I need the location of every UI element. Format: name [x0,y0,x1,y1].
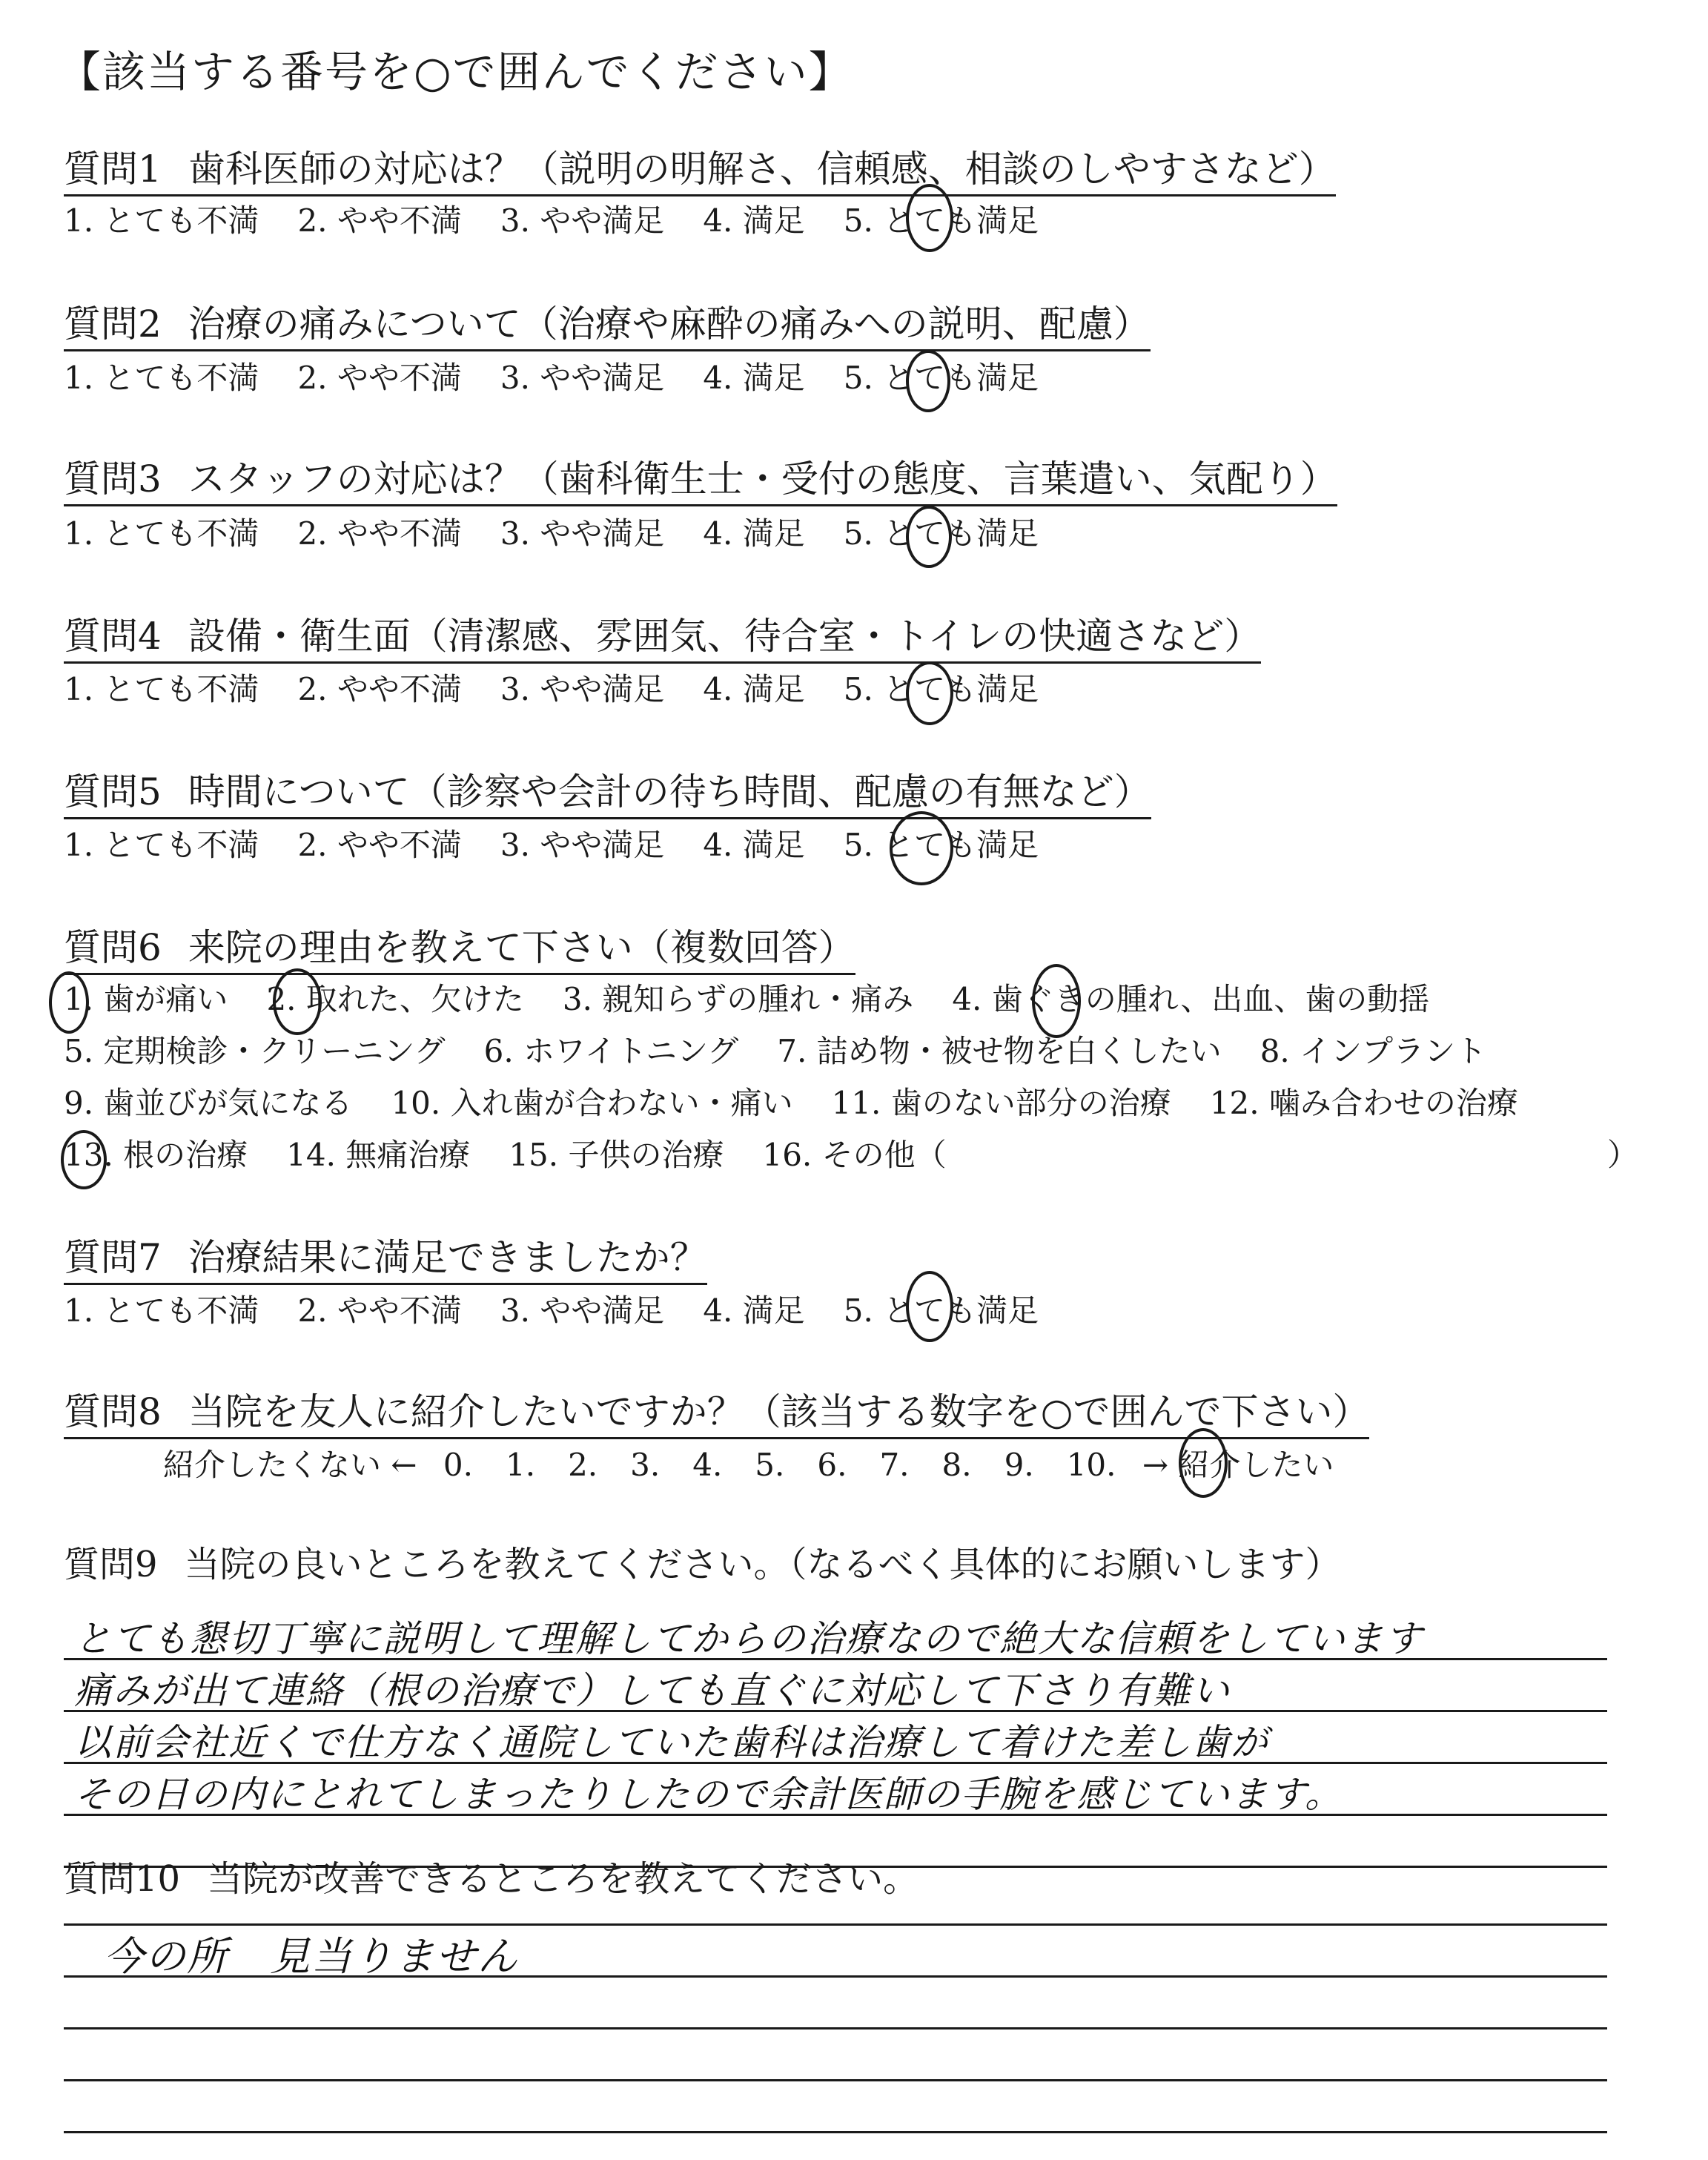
question-label: 質問10 [64,1858,181,1900]
question-2 [64,300,1151,351]
option-2[interactable]: 2. やや不満 [297,360,462,396]
reason-option[interactable]: 14. 無痛治療 [286,1137,471,1173]
reason-option[interactable]: 5. 定期検診・クリーニング [64,1033,446,1069]
answer-options-4 [64,667,1039,712]
reason-option[interactable]: 15. 子供の治療 [509,1137,724,1173]
option-5[interactable]: 5. とても満足 [843,515,1039,552]
question-7 [64,1234,707,1285]
score-7[interactable]: 7. [879,1447,910,1483]
option-5[interactable]: 5. とても満足 [843,671,1039,707]
reason-option[interactable]: 13. 根の治療 [64,1137,248,1173]
option-5[interactable]: 5. とても満足 [843,202,1039,239]
handwritten-answer-line[interactable]: その日の内にとれてしまったりしたので余計医師の手腕を感じています。 [74,1773,1343,1816]
option-4[interactable]: 4. 満足 [703,202,805,239]
option-2[interactable]: 2. やや不満 [297,1292,462,1329]
reason-option[interactable]: 3. 親知らずの腫れ・痛み [562,981,914,1017]
question-label: 質問8 [64,1390,162,1433]
score-3[interactable]: 3. [630,1447,661,1483]
option-1[interactable]: 1. とても不満 [64,1292,259,1329]
option-3[interactable]: 3. やや満足 [500,202,665,239]
option-1[interactable]: 1. とても不満 [64,202,259,239]
question-label: 質問4 [64,615,162,658]
reason-row-1 [64,977,1429,1022]
answer-options-1 [64,199,1039,243]
question-label: 質問1 [64,148,162,191]
score-8[interactable]: 8. [941,1447,972,1483]
option-4[interactable]: 4. 満足 [703,1292,805,1329]
option-2[interactable]: 2. やや不満 [297,515,462,552]
option-3[interactable]: 3. やや満足 [500,515,665,552]
score-10[interactable]: 10. [1066,1447,1116,1483]
question-label: 質問9 [64,1544,158,1585]
question-text: 時間について（診察や会計の待ち時間、配慮の有無など） [188,770,1151,813]
question-label: 質問2 [64,303,162,346]
option-4[interactable]: 4. 満足 [703,671,805,707]
reason-option[interactable]: 8. インプラント [1260,1033,1487,1069]
reason-option[interactable]: 11. 歯のない部分の治療 [831,1085,1171,1121]
option-4[interactable]: 4. 満足 [703,515,805,552]
option-1[interactable]: 1. とても不満 [64,671,259,707]
question-text: 当院を友人に紹介したいですか？（該当する数字を○で囲んで下さい） [188,1390,1370,1433]
option-1[interactable]: 1. とても不満 [64,360,259,396]
question-text: 歯科医師の対応は？（説明の明解さ、信頼感、相談のしやすさなど） [188,148,1336,191]
handwritten-answer[interactable]: 今の所 見当りません [104,1933,519,1980]
question-label: 質問6 [64,926,162,969]
answer-options-5 [64,823,1039,868]
reason-option[interactable]: 4. 歯ぐきの腫れ、出血、歯の動揺 [952,981,1430,1017]
option-4[interactable]: 4. 満足 [703,360,805,396]
reason-option[interactable]: 6. ホワイトニング [483,1033,739,1069]
other-close-paren: ） [1607,1137,1639,1173]
reason-option[interactable]: 7. 詰め物・被せ物を白くしたい [777,1033,1222,1069]
answer-options-2 [64,356,1039,400]
question-6 [64,924,855,975]
question-text: 当院が改善できるところを教えてください。 [207,1858,919,1900]
option-2[interactable]: 2. やや不満 [297,671,462,707]
scale-left-label: 紹介したくない ← [163,1447,417,1483]
option-3[interactable]: 3. やや満足 [500,671,665,707]
question-3 [64,455,1337,506]
score-4[interactable]: 4. [692,1447,723,1483]
question-text: 治療結果に満足できましたか？ [188,1236,707,1279]
question-text: 治療の痛みについて（治療や麻酔の痛みへの説明、配慮） [188,303,1151,346]
question-8 [64,1388,1369,1439]
reason-option[interactable]: 2. 取れた、欠けた [266,981,524,1017]
answer-line [64,2131,1607,2133]
option-4[interactable]: 4. 満足 [703,827,805,863]
score-2[interactable]: 2. [568,1447,598,1483]
question-4 [64,612,1261,664]
question-label: 質問7 [64,1236,162,1279]
option-1[interactable]: 1. とても不満 [64,515,259,552]
score-0[interactable]: 0. [443,1447,473,1483]
handwritten-answer-line[interactable]: 以前会社近くで仕方なく通院していた歯科は治療して着けた差し歯が [74,1721,1269,1764]
reason-option[interactable]: 1. 歯が痛い [64,981,228,1017]
question-text: 来院の理由を教えて下さい（複数回答） [188,926,855,969]
option-1[interactable]: 1. とても不満 [64,827,259,863]
answer-options-3 [64,512,1039,556]
question-text: 当院の良いところを教えてください。（なるべく具体的にお願いします） [184,1544,1341,1585]
question-text: スタッフの対応は？（歯科衛生士・受付の態度、言葉遣い、気配り） [188,458,1337,501]
option-5[interactable]: 5. とても満足 [843,827,1039,863]
other-reason-field[interactable]: 16. その他（ [762,1137,947,1173]
answer-line [64,2079,1607,2081]
question-label: 質問3 [64,458,162,501]
option-5[interactable]: 5. とても満足 [843,360,1039,396]
reason-option[interactable]: 9. 歯並びが気になる [64,1085,353,1121]
reason-option[interactable]: 10. 入れ歯が合わない・痛い [391,1085,793,1121]
reason-option[interactable]: 12. 噛み合わせの治療 [1209,1085,1518,1121]
reason-row-2 [64,1029,1486,1074]
answer-line [64,2027,1607,2029]
question-1 [64,145,1336,196]
reason-row-3 [64,1081,1518,1126]
page-title: 【該当する番号を○で囲んでください】 [58,47,853,97]
option-2[interactable]: 2. やや不満 [297,202,462,239]
option-5[interactable]: 5. とても満足 [843,1292,1039,1329]
question-5 [64,768,1151,819]
score-1[interactable]: 1. [505,1447,536,1483]
option-3[interactable]: 3. やや満足 [500,827,665,863]
score-6[interactable]: 6. [817,1447,847,1483]
answer-options-7 [64,1289,1039,1333]
handwritten-answer-line[interactable]: 痛みが出て連絡（根の治療で）しても直ぐに対応して下さり有難い [74,1669,1231,1712]
reason-row-4 [64,1133,947,1178]
score-9[interactable]: 9. [1004,1447,1034,1483]
recommend-scale [163,1443,1334,1487]
scale-right-label: → 紹介したい [1142,1447,1334,1483]
score-5[interactable]: 5. [755,1447,785,1483]
question-9 [64,1542,1341,1587]
option-3[interactable]: 3. やや満足 [500,1292,665,1329]
handwritten-answer-line[interactable]: とても懇切丁寧に説明して理解してからの治療なので絶大な信頼をしています [74,1617,1423,1660]
option-3[interactable]: 3. やや満足 [500,360,665,396]
question-text: 設備・衛生面（清潔感、雰囲気、待合室・トイレの快適さなど） [188,615,1262,658]
question-label: 質問5 [64,770,162,813]
question-10 [64,1857,918,1901]
option-2[interactable]: 2. やや不満 [297,827,462,863]
